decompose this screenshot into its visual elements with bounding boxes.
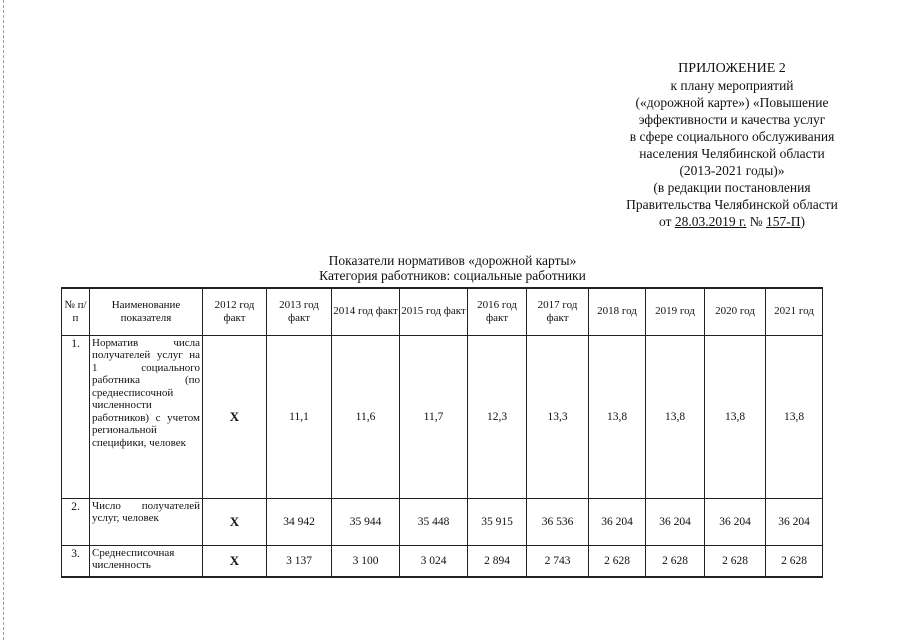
appendix-resolution-line xyxy=(550,213,905,230)
row-value: 2 743 xyxy=(527,545,589,577)
date-prefix: от xyxy=(658,214,675,229)
heading-line-2: Категория работников: социальные работники xyxy=(319,268,586,283)
row-value: 35 915 xyxy=(468,498,527,545)
row-value: 13,8 xyxy=(766,335,823,498)
row-value: 34 942 xyxy=(267,498,332,545)
table-row xyxy=(62,545,823,577)
heading-line-1: Показатели нормативов «дорожной карты» xyxy=(328,253,577,268)
row-value: 13,8 xyxy=(589,335,646,498)
page-edge-rule xyxy=(3,0,4,640)
row-value: 35 944 xyxy=(332,498,400,545)
row-value: 3 024 xyxy=(400,545,468,577)
row-value: 2 628 xyxy=(589,545,646,577)
table-heading xyxy=(0,253,905,283)
row-value: 3 137 xyxy=(267,545,332,577)
row-value: 2 628 xyxy=(646,545,705,577)
header-year: 2015 год факт xyxy=(400,288,468,335)
row-value: 2 894 xyxy=(468,545,527,577)
resolution-number: 157-П xyxy=(766,214,801,229)
row-index: 1. xyxy=(62,335,90,498)
header-index: № п/п xyxy=(62,288,90,335)
row-name: Число получателей услуг, человек xyxy=(90,498,203,545)
row-value: 13,3 xyxy=(527,335,589,498)
row-value: 2 628 xyxy=(766,545,823,577)
appendix-line: («дорожной карте») «Повышение xyxy=(635,95,829,110)
row-value: Х xyxy=(203,335,267,498)
appendix-line: населения Челябинской области xyxy=(639,146,825,161)
appendix-line: к плану мероприятий xyxy=(670,78,794,93)
header-year: 2012 год факт xyxy=(203,288,267,335)
header-year: 2014 год факт xyxy=(332,288,400,335)
resolution-suffix: ) xyxy=(800,214,805,229)
row-index: 2. xyxy=(62,498,90,545)
appendix-line: в сфере социального обслуживания xyxy=(629,129,835,144)
row-name: Среднесписочная численность xyxy=(90,545,203,577)
appendix-line: эффективности и качества услуг xyxy=(638,112,826,127)
row-value: 2 628 xyxy=(705,545,766,577)
row-value: 36 204 xyxy=(646,498,705,545)
appendix-line: (2013-2021 годы)» xyxy=(679,163,785,178)
row-value: 13,8 xyxy=(646,335,705,498)
row-value: Х xyxy=(203,545,267,577)
row-value: 35 448 xyxy=(400,498,468,545)
resolution-date: 28.03.2019 г. xyxy=(674,214,747,229)
indicators-table xyxy=(61,287,823,578)
row-value: Х xyxy=(203,498,267,545)
header-year: 2020 год xyxy=(705,288,766,335)
header-year: 2018 год xyxy=(589,288,646,335)
row-value: 13,8 xyxy=(705,335,766,498)
row-value: 11,7 xyxy=(400,335,468,498)
row-value: 36 204 xyxy=(766,498,823,545)
header-year: 2016 год факт xyxy=(468,288,527,335)
row-value: 36 204 xyxy=(589,498,646,545)
row-index: 3. xyxy=(62,545,90,577)
header-year: 2017 год факт xyxy=(527,288,589,335)
table-row xyxy=(62,498,823,545)
header-name: Наименование показателя xyxy=(90,288,203,335)
appendix-line: Правительства Челябинской области xyxy=(626,197,838,212)
header-year: 2021 год xyxy=(766,288,823,335)
appendix-title: ПРИЛОЖЕНИЕ 2 xyxy=(678,61,786,76)
appendix-line: (в редакции постановления xyxy=(653,180,811,195)
row-value: 12,3 xyxy=(468,335,527,498)
number-prefix: № xyxy=(746,214,766,229)
row-value: 36 536 xyxy=(527,498,589,545)
header-year: 2019 год xyxy=(646,288,705,335)
table-row xyxy=(62,335,823,498)
row-value: 36 204 xyxy=(705,498,766,545)
row-name: Норматив числа получателей услуг на 1 социального работника (по среднесписочной численности работников) с учетом региональной специфики, человек xyxy=(90,335,203,498)
appendix-block xyxy=(550,60,905,230)
table-header-row xyxy=(62,288,823,335)
header-year: 2013 год факт xyxy=(267,288,332,335)
row-value: 11,1 xyxy=(267,335,332,498)
row-value: 11,6 xyxy=(332,335,400,498)
row-value: 3 100 xyxy=(332,545,400,577)
